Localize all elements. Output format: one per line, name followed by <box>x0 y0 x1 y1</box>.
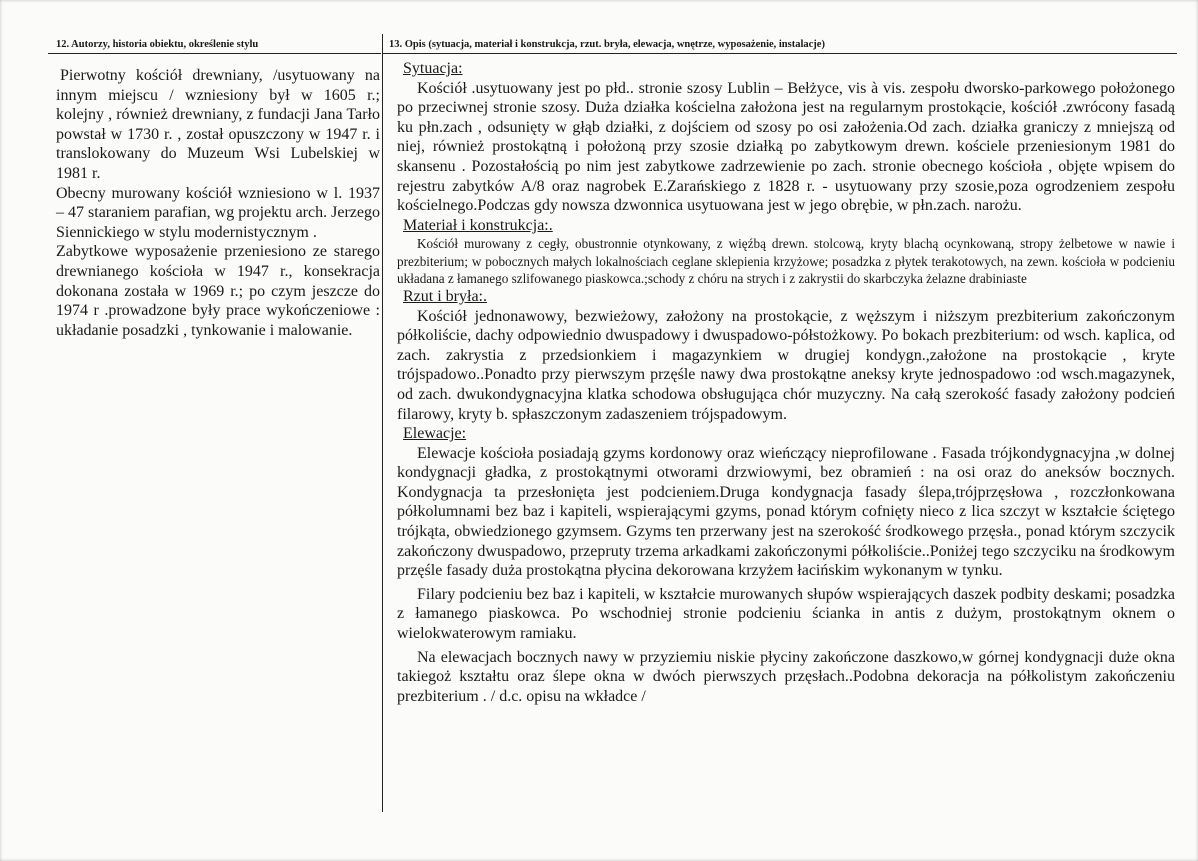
material-text: Kościół murowany z cegły, obustronnie otynkowany, z więźbą drewn. stolcową, kryty blachą ocynkowaną, stropy żelbetowe w nawie i prezbiterium; w pobocznych małych lokalnościach ceglane sklepienia krzyżowe; posadzka z płytek terakotowych, na zewn. kościoła w podcieniu układana z łamanego szlifowanego piaskowca.;schody z chóru na strych i z zakrystii do skarbczyka żelazne drabiniaste <box>397 236 1175 286</box>
elewacje-paragraph: Elewacje kościoła posiadają gzyms kordonowy oraz wieńczący nieprofilowane . Fasada trójkondygnacyjna ,w dolnej kondygnacji gładka, z prostokątnymi otworami drzwiowymi, bez obramień : na osi oraz do aneksów bocznych. Kondygnacja ta przesłonięta jest podcieniem.Druga kondygnacja fasady ślepa,trójprzęsłowa , rozczłonkowana półkolumnami bez baz i kapiteli, wspierającymi gzyms, ponad którym cofnięty nieco z lica szczyt w kształcie ściętego trójkąta, obwiedzionego gzymsem. Gzyms ten przerwany jest na szerokość środkowego przęsła., ponad którym szczycik zakończony dwuspadowo, przepruty trzema arkadkami zakończonymi półkoliście..Poniżej tego szczyciku na środkowym przęśle fasady duża prostokątna płycina dekorowana krzyżem łacińskim wykonanym w tynku. <box>397 444 1175 580</box>
history-text <box>48 54 381 340</box>
section-title-sytuacja: Sytuacja: <box>403 60 463 77</box>
section-title-elewacje: Elewacje: <box>403 425 467 443</box>
right-column-heading: 13. Opis (sytuacja, materiał i konstrukcja, rzut. bryła, elewacja, wnętrze, wyposażenie, instalacje) <box>383 34 1177 54</box>
elewacje-paragraph: Filary podcieniu bez baz i kapiteli, w kształcie murowanych słupów wspierających daszek podbity deskami; posadzka z łamanego piaskowca. Po wschodniej stronie podcieniu ścianka in antis z dużym, prostokątnym oknem o wielokwaterowym ramiaku. <box>397 585 1175 643</box>
material-block <box>397 235 1175 287</box>
rzut-text: Kościół jednonawowy, bezwieżowy, założony na prostokącie, z węższym i niższym prezbiterium zakończonym półkoliście, dachy odpowiednio dwuspadowy i dwuspadowo-półstożkowy. Po bokach prezbiterium: od wsch. kaplica, od zach. zakrystia z przedsionkiem i magazynkiem w drugiej kondygn.,założone na prostokącie , kryte trójspadowo..Ponadto przy pierwszym przęśle nawy dwa prostokątne aneksy kryte jednospadowo :od wsch.magazynek, od zach. dwukondygnacyjna klatka schodowa obsługująca chór muzyczny. Na całą szerokość fasady założony podcień filarowy, kryty b. spłaszczonym zadaszeniem trójspadowym. <box>397 307 1175 423</box>
elewacje-paragraph: Na elewacjach bocznych nawy w przyziemiu niskie płyciny zakończone daszkowo,w górnej kondygnacji duże okna takiegoż kształtu oraz ślepe okna w dwóch pierwszych przęsłach..Podobna dekoracja na półkolistym zakończeniu prezbiterium . / d.c. opisu na wkładce / <box>397 648 1175 705</box>
right-column <box>382 34 1177 812</box>
left-column <box>48 34 381 812</box>
left-column-heading: 12. Autorzy, historia obiektu, określenie stylu <box>48 34 381 54</box>
history-paragraph: Obecny murowany kościół wzniesiono w l. 1937 – 47 staraniem parafian, wg projektu arch. Jerzego Siennickiego w stylu modernistycznym . <box>56 184 380 241</box>
history-paragraph: Pierwotny kościół drewniany, /usytuowany na innym miejscu / wzniesiony był w 1605 r.; kolejny , również drewniany, z fundacji Jana Tarło powstał w 1730 r. , został opuszczony w 1947 r. i translokowany do Muzeum Wsi Lubelskiej w 1981 r. <box>56 67 380 182</box>
description-text <box>383 54 1177 706</box>
history-paragraph: Zabytkowe wyposażenie przeniesiono ze starego drewnianego kościoła w 1947 r., konsekracja dokonana została w 1969 r.; po czym jeszcze do 1974 r .prowadzone były prace wykończeniowe : układanie posadzki , tynkowanie i malowanie. <box>56 243 380 339</box>
sytuacja-text: Kościół .usytuowany jest po płd.. stronie szosy Lublin – Bełżyce, vis à vis. zespołu dworsko-parkowego położonego po przeciwnej stronie szosy. Duża działka kościelna założona jest na regularnym prostokącie, kościół .zwrócony fasadą ku płn.zach , odsunięty w głąb działki, z dojściem od szosy po osi założenia.Od zach. działka graniczy z mniejszą od niej, również prostokątną i położoną przy szosie działką po zabytkowym drewn. kościele przeniesionym 1981 do skansenu . Pozostałością po nim jest zabytkowe zadrzewienie po zach. stronie obecnego kościoła , objęte wpisem do rejestru zabytków A/8 oraz nagrobek E.Zarańskiego z 1828 r. - usytuowany przy szosie,poza ogrodzeniem zespołu kościelnego.Podczas gdy nowsza dzwonnica usytuowana jest w jego obrębie, w płn.zach. narożu. <box>397 79 1175 215</box>
form-grid <box>48 34 1176 812</box>
section-title-material: Materiał i konstrukcja:. <box>403 216 553 234</box>
section-title-rzut: Rzut i bryła:. <box>403 287 487 305</box>
